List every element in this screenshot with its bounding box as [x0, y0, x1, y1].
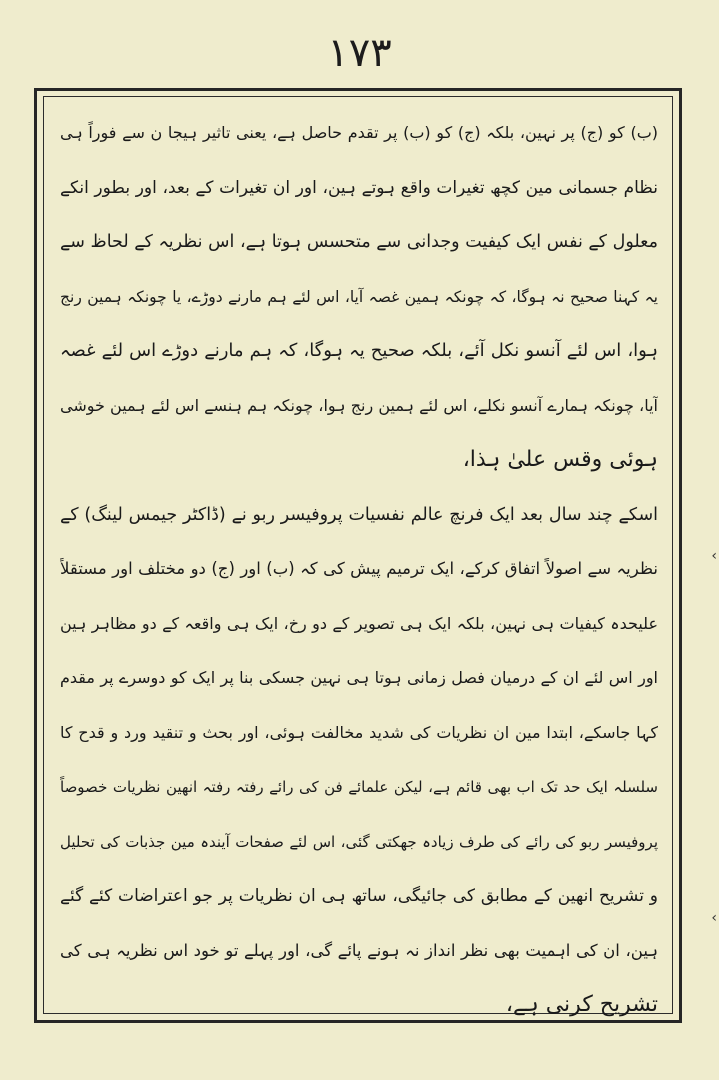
- text-line: سلسلہ ایک حد تک اب بھی قائم ہے، لیکن علمائے فن کی رائے رفتہ رفتہ انھین نظریات خصوصاً: [60, 778, 658, 796]
- text-line: نظریہ سے اصولاً اتفاق کرکے، ایک ترمیم پیش کی کہ (ب) اور (ج) دو مختلف اور مستقلاً: [60, 559, 658, 578]
- body-text: [60, 106, 658, 1033]
- text-line: یہ کہنا صحیح نہ ہوگا، کہ چونکہ ہمین غصہ آیا، اس لئے ہم مارنے دوڑے، یا چونکہ ہمین رنج: [60, 287, 658, 306]
- page-number: ١٧٣: [327, 30, 392, 76]
- text-line: کہا جاسکے، ابتدا مین ان نظریات کی شدید مخالفت ہوئی، اور بحث و تنقید ورد و قدح کا: [60, 722, 658, 742]
- text-line: اسکے چند سال بعد ایک فرنچ عالم نفسیات پروفیسر ربو نے (ڈاکٹر جیمس لینگ) کے: [60, 504, 658, 525]
- text-line: معلول کے نفس ایک کیفیت وجدانی سے متحسس ہوتا ہے، اس نظریہ کے لحاظ سے: [60, 232, 658, 252]
- text-line: آیا، چونکہ ہمارے آنسو نکلے، اس لئے ہمین رنج ہوا، چونکہ ہم ہنسے اس لئے ہمین خوشی: [60, 395, 658, 415]
- text-line: (ب) کو (ج) پر نہین، بلکہ (ج) کو (ب) پر تقدم حاصل ہے، یعنی تاثیر ہیجا ن سے فوراً ہی: [60, 123, 658, 142]
- text-line: اور اس لئے ان کے درمیان فصل زمانی ہوتا ہی نہین جسکی بنا پر ایک کو دوسرے پر مقدم: [60, 668, 658, 687]
- margin-mark: ‹: [711, 548, 717, 564]
- text-line: پروفیسر ربو کی رائے کی طرف زیادہ جھکتی گئی، اس لئے صفحات آیندہ مین جذبات کی تحلیل: [60, 832, 658, 851]
- text-line: ہوئی وقس علیٰ ہذا،: [462, 447, 658, 472]
- text-line: تشریح کرنی ہے،: [505, 992, 658, 1017]
- text-line: ہوا، اس لئے آنسو نکل آئے، بلکہ صحیح یہ ہوگا، کہ ہم مارنے دوڑے اس لئے غصہ: [60, 340, 658, 361]
- margin-mark: ‹: [711, 910, 717, 926]
- text-line: و تشریح انھین کے مطابق کی جائیگی، ساتھ ہی ان نظریات پر جو اعتراضات کئے گئے: [60, 886, 658, 906]
- text-line: علیحدہ کیفیات ہی نہین، بلکہ ایک ہی تصویر کے دو رخ، ایک ہی واقعہ کے دو مظاہر ہین: [60, 613, 658, 633]
- text-line: ہین، ان کی اہمیت بھی نظر انداز نہ ہونے پائے گی، اور پہلے تو خود اس نظریہ ہی کی: [60, 940, 658, 960]
- text-line: نظام جسمانی مین کچھ تغیرات واقع ہوتے ہین، اور ان تغیرات کے بعد، اور بطور انکے: [60, 177, 658, 198]
